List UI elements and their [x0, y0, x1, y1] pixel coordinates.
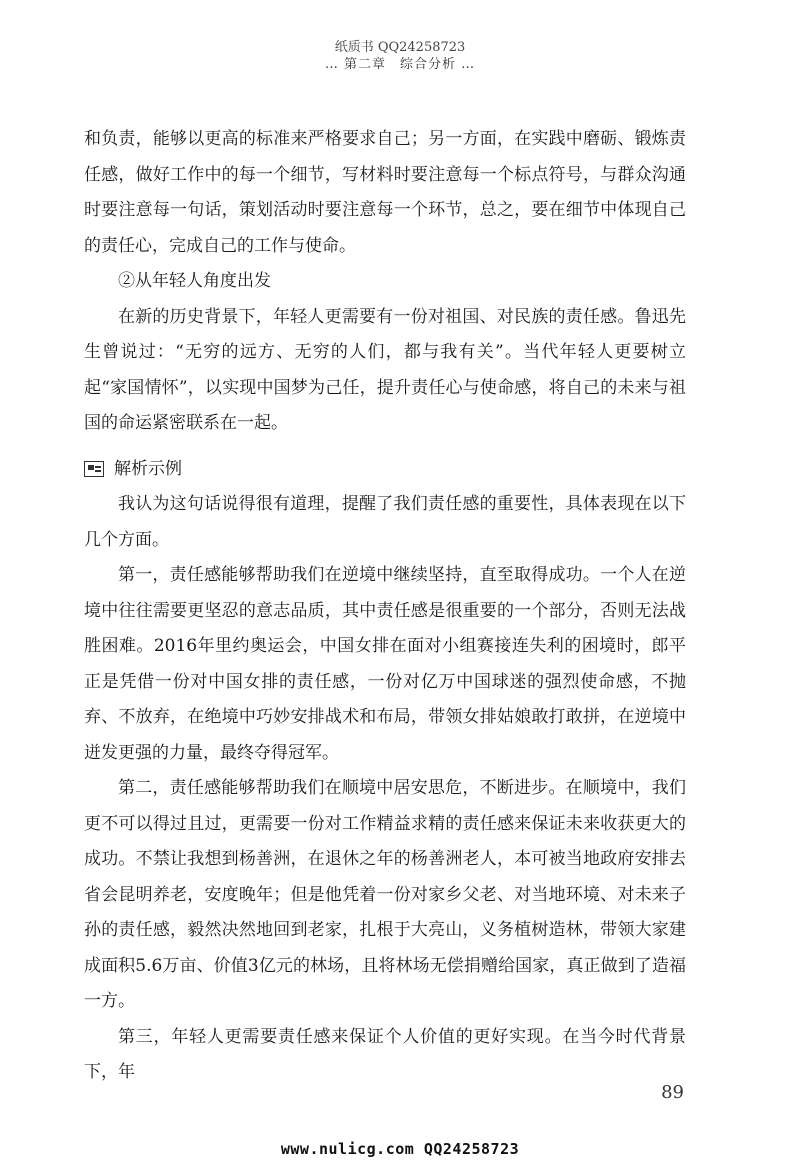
footer-watermark: www.nulicg.com QQ24258723	[280, 1140, 520, 1158]
page-body	[84, 122, 686, 1091]
paragraph: 第三，年轻人更需要责任感来保证个人价值的更好实现。在当今时代背景下，年	[84, 1026, 686, 1082]
section-heading	[84, 452, 686, 488]
subheading-youth: ②从年轻人角度出发	[118, 271, 271, 291]
paragraph: 第二，责任感能够帮助我们在顺境中居安思危，不断进步。在顺境中，我们更不可以得过且过，更需要一份对工作精益求精的责任感来保证未来收获更大的成功。不禁让我想到杨善洲，在退休之年的杨善洲老人，本可被当地政府安排去省会昆明养老，安度晚年；但是他凭着一份对家乡父老、对当地环境、对未来子孙的责任感，毅然决然地回到老家，扎根于大亮山，义务植树造林，带领大家建成面积5.6万亩、价值3亿元的林场，且将林场无偿捐赠给国家，真正做到了造福一方。	[84, 778, 686, 1011]
paragraph: 我认为这句话说得很有道理，提醒了我们责任感的重要性，具体表现在以下几个方面。	[84, 494, 686, 550]
section-marker-icon	[84, 461, 104, 477]
page-number: 89	[661, 1082, 684, 1103]
chapter-header: … 第二章 综合分析 …	[324, 57, 476, 72]
paragraph: 第一，责任感能够帮助我们在逆境中继续坚持，直至取得成功。一个人在逆境中往往需要更坚忍的意志品质，其中责任感是很重要的一个部分，否则无法战胜困难。2016年里约奥运会，中国女排在面对小组赛接连失利的困境时，郎平正是凭借一份对中国女排的责任感，一份对亿万中国球迷的强烈使命感，不抛弃、不放弃，在绝境中巧妙安排战术和布局，带领女排姑娘敢打敢拼，在逆境中迸发更强的力量，最终夺得冠军。	[84, 565, 686, 763]
paragraph: 和负责，能够以更高的标准来严格要求自己；另一方面，在实践中磨砺、锻炼责任感，做好工作中的每一个细节，写材料时要注意每一个标点符号，与群众沟通时要注意每一句话，策划活动时要注意每一个环节，总之，要在细节中体现自己的责任心，完成自己的工作与使命。	[84, 129, 686, 256]
paragraph: 在新的历史背景下，年轻人更需要有一份对祖国、对民族的责任感。鲁迅先生曾说过：“无穷的远方、无穷的人们，都与我有关”。当代年轻人更要树立起“家国情怀”，以实现中国梦为己任，提升责任心与使命感，将自己的未来与祖国的命运紧密联系在一起。	[84, 306, 686, 433]
section-heading-label: 解析示例	[114, 458, 182, 479]
header-watermark: 纸质书 QQ24258723	[334, 40, 466, 55]
